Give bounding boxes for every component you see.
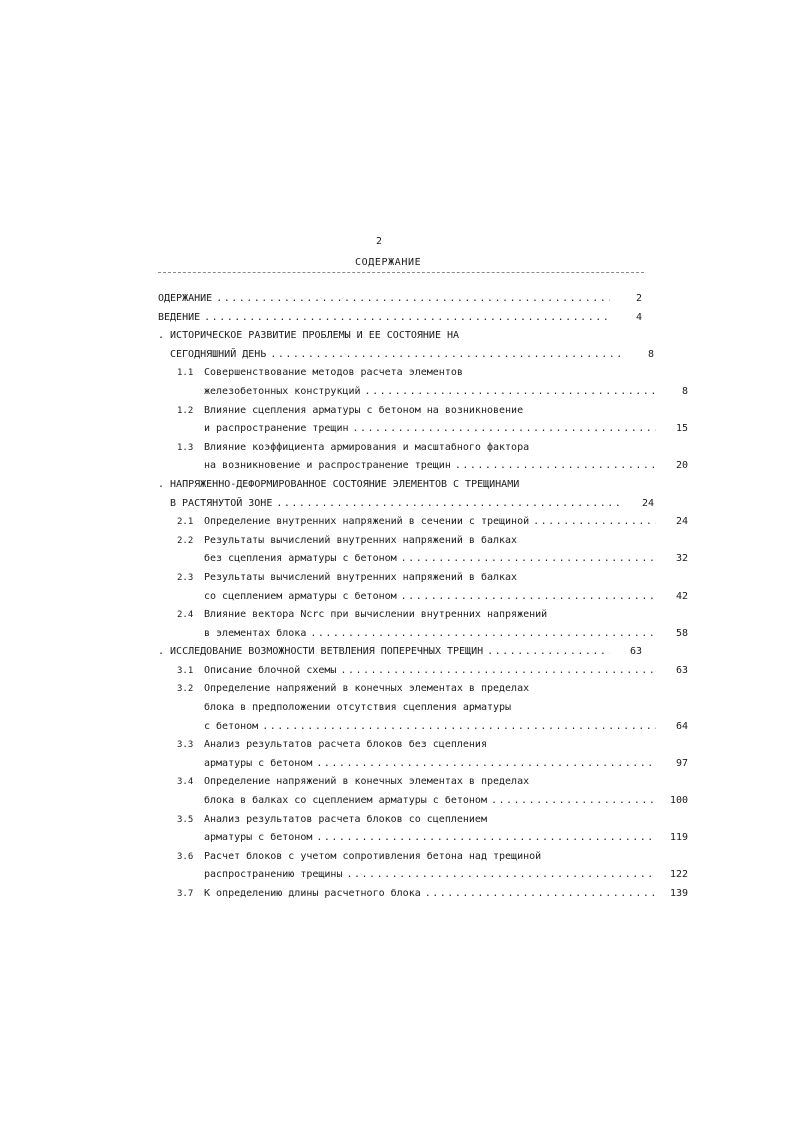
toc-entry-title: СЕГОДНЯШНИЙ ДЕНЬ <box>170 348 267 360</box>
toc-entry-number: 1.2 <box>177 405 194 416</box>
toc-entry-number: 3.7 <box>177 889 194 899</box>
dot-leader <box>401 550 656 569</box>
toc-entry-leader-row <box>204 718 688 737</box>
toc-entry-title: . ИССЛЕДОВАНИЕ ВОЗМОЖНОСТИ ВЕТВЛЕНИЯ ПОПЕРЕЧНЫХ ТРЕЩИН <box>158 646 484 658</box>
toc-entry-title: блока в балках со сцеплением арматуры с бетоном <box>204 795 487 807</box>
toc-entry-page: 64 <box>675 720 688 732</box>
dot-leader <box>425 885 656 904</box>
toc-entry-title: . НАПРЯЖЕННО-ДЕФОРМИРОВАННОЕ СОСТОЯНИЕ ЭЛЕМЕНТОВ С ТРЕЩИНАМИ <box>158 478 520 490</box>
toc-entry-number: 2.2 <box>177 535 194 546</box>
toc-entry-page: 63 <box>675 664 688 676</box>
toc-entry-leader-row <box>204 755 688 774</box>
toc-entry-title: Определение напряжений в конечных элементах в пределах <box>204 683 530 695</box>
toc-entry-line <box>158 848 642 867</box>
dot-leader <box>316 829 656 848</box>
toc-entry-page: 100 <box>669 795 688 807</box>
toc-entry-page: 4 <box>635 311 642 323</box>
toc-entry-title: и распространение трещин <box>204 423 349 435</box>
toc-entry-number: 3.6 <box>177 851 194 862</box>
toc-entry-title: с бетоном <box>204 720 259 732</box>
toc-entry-page: 42 <box>675 590 688 602</box>
toc-entry-line <box>158 346 654 365</box>
toc-entry-line <box>158 476 642 495</box>
toc-entry-leader-row <box>204 420 688 439</box>
toc-entry-leader-row <box>204 625 688 644</box>
toc-entry-line <box>158 532 642 551</box>
toc-entry-title: Влияние сцепления арматуры с бетоном на возникновение <box>204 404 524 416</box>
toc-entry-line <box>158 736 642 755</box>
toc-entry-title: со сцеплением арматуры с бетоном <box>204 590 397 602</box>
dot-leader <box>262 718 656 737</box>
dot-leader <box>353 420 657 439</box>
toc-entry-leader-row <box>204 588 688 607</box>
toc-entry-page: 119 <box>669 832 688 844</box>
toc-entry-title: в элементах блока <box>204 627 307 639</box>
toc-entry-number: 3.5 <box>177 814 194 825</box>
toc-entry-line <box>158 755 688 774</box>
toc-entry-page: 122 <box>669 869 688 881</box>
dot-leader <box>340 662 656 681</box>
toc-entry-leader-row <box>158 643 642 662</box>
dot-leader <box>365 383 656 402</box>
toc-entry-title: блока в предположении отсутствия сцепления арматуры <box>204 702 512 714</box>
toc-entry-line <box>158 364 642 383</box>
toc-entry-number: 3.2 <box>177 684 194 695</box>
toc-entry-title: железобетонных конструкций <box>204 385 361 397</box>
toc-entry-page: 8 <box>681 385 688 397</box>
toc-entry-number: 2.1 <box>177 517 194 528</box>
toc-entry-line <box>158 829 688 848</box>
toc-entry-page: 139 <box>669 888 688 899</box>
toc-entry-line <box>158 885 688 904</box>
toc-entry-line <box>158 792 688 811</box>
toc-entry-leader-row <box>204 866 688 885</box>
toc-entry-line <box>158 439 642 458</box>
toc-entry-line <box>158 699 642 718</box>
toc-entry-line <box>158 513 688 532</box>
toc-entry-line <box>158 309 642 328</box>
toc-entry-page: 97 <box>675 757 688 769</box>
toc-entry-title: Расчет блоков с учетом сопротивления бетона над трещиной <box>204 850 542 862</box>
page-title: СОДЕРЖАНИЕ <box>355 257 422 268</box>
toc-entry-title: арматуры с бетоном <box>204 832 313 844</box>
toc-entry-page: 20 <box>675 460 688 472</box>
toc-entry-title: ОДЕРЖАНИЕ <box>158 293 213 304</box>
toc-entry-page: 24 <box>641 497 654 509</box>
dot-leader <box>270 346 622 365</box>
toc-entry-line <box>158 550 688 569</box>
toc-entry-leader-row <box>158 290 642 309</box>
toc-entry-leader-row <box>204 792 688 811</box>
toc-entry-page: 2 <box>635 293 642 304</box>
toc-entry-line <box>158 290 642 309</box>
toc-entry-leader-row <box>204 662 688 681</box>
toc-entry-line <box>158 420 688 439</box>
toc-entry-title: распространению трещины <box>204 869 343 881</box>
toc-entry-page: 32 <box>675 553 688 565</box>
toc-entry-title: Описание блочной схемы <box>204 664 337 676</box>
toc-entry-page: 58 <box>675 627 688 639</box>
toc-entry-leader-row <box>204 829 688 848</box>
table-of-contents <box>158 290 688 904</box>
toc-entry-leader-row <box>204 383 688 402</box>
toc-entry-line <box>158 606 642 625</box>
toc-entry-line <box>158 662 688 681</box>
toc-entry-page: 63 <box>629 646 642 658</box>
heading-divider <box>158 272 644 273</box>
toc-entry-number: 1.3 <box>177 442 194 453</box>
toc-entry-line <box>158 773 642 792</box>
toc-entry-number: 2.4 <box>177 610 194 621</box>
toc-entry-line <box>158 866 688 885</box>
dot-leader <box>276 495 622 514</box>
toc-entry-title: без сцепления арматуры с бетоном <box>204 553 397 565</box>
toc-entry-title: Определение напряжений в конечных элементах в пределах <box>204 776 530 788</box>
toc-entry-page: 8 <box>647 348 654 360</box>
toc-entry-line <box>158 383 688 402</box>
toc-entry-number: 3.3 <box>177 740 194 751</box>
toc-entry-leader-row <box>204 885 688 904</box>
toc-entry-line <box>158 625 688 644</box>
toc-entry-title: Результаты вычислений внутренних напряжений в балках <box>204 571 518 583</box>
toc-entry-number: 3.1 <box>177 665 194 676</box>
toc-entry-line <box>158 402 642 421</box>
toc-entry-title: . ИСТОРИЧЕСКОЕ РАЗВИТИЕ ПРОБЛЕМЫ И ЕЕ СОСТОЯНИЕ НА <box>158 330 460 342</box>
dot-leader <box>346 866 656 885</box>
dot-leader <box>316 755 656 774</box>
dot-leader <box>401 588 656 607</box>
toc-entry-line <box>158 643 642 662</box>
toc-entry-line <box>158 718 688 737</box>
toc-entry-page: 24 <box>675 516 688 528</box>
toc-entry-line <box>158 457 688 476</box>
dot-leader <box>533 513 656 532</box>
toc-entry-title: Совершенствование методов расчета элементов <box>204 367 463 379</box>
toc-entry-title: на возникновение и распространение трещин <box>204 460 451 472</box>
toc-entry-line <box>158 680 642 699</box>
toc-entry-page: 15 <box>675 423 688 435</box>
toc-entry-leader-row <box>204 550 688 569</box>
toc-entry-line <box>158 495 654 514</box>
toc-entry-leader-row <box>204 513 688 532</box>
toc-entry-leader-row <box>170 346 654 365</box>
dot-leader <box>487 643 610 662</box>
toc-entry-title: Результаты вычислений внутренних напряжений в балках <box>204 534 518 546</box>
toc-entry-number: 1.1 <box>177 368 194 379</box>
toc-entry-title: Влияние коэффициента армирования и масштабного фактора <box>204 441 530 453</box>
dot-leader <box>310 625 656 644</box>
toc-entry-line <box>158 811 642 830</box>
toc-entry-line <box>158 569 642 588</box>
toc-entry-title: К определению длины расчетного блока <box>204 888 421 899</box>
toc-entry-title: Анализ результатов расчета блоков без сцепления <box>204 739 487 751</box>
toc-entry-title: арматуры с бетоном <box>204 757 313 769</box>
toc-entry-title: ВЕДЕНИЕ <box>158 311 201 323</box>
toc-entry-line <box>158 588 688 607</box>
toc-entry-title: Влияние вектора Nсrc при вычислении внутренних напряжений <box>204 609 548 621</box>
toc-entry-title: Анализ результатов расчета блоков со сцеплением <box>204 813 487 825</box>
dot-leader <box>491 792 656 811</box>
dot-leader <box>216 290 610 309</box>
toc-entry-line <box>158 327 642 346</box>
toc-entry-title: В РАСТЯНУТОЙ ЗОНЕ <box>170 497 273 509</box>
toc-entry-leader-row <box>170 495 654 514</box>
toc-entry-leader-row <box>158 309 642 328</box>
toc-entry-number: 2.3 <box>177 572 194 583</box>
dot-leader <box>204 309 610 328</box>
toc-entry-title: Определение внутренних напряжений в сечении с трещиной <box>204 516 530 528</box>
toc-entry-number: 3.4 <box>177 777 194 788</box>
dot-leader <box>455 457 656 476</box>
toc-entry-leader-row <box>204 457 688 476</box>
page-number: 2 <box>376 236 383 247</box>
